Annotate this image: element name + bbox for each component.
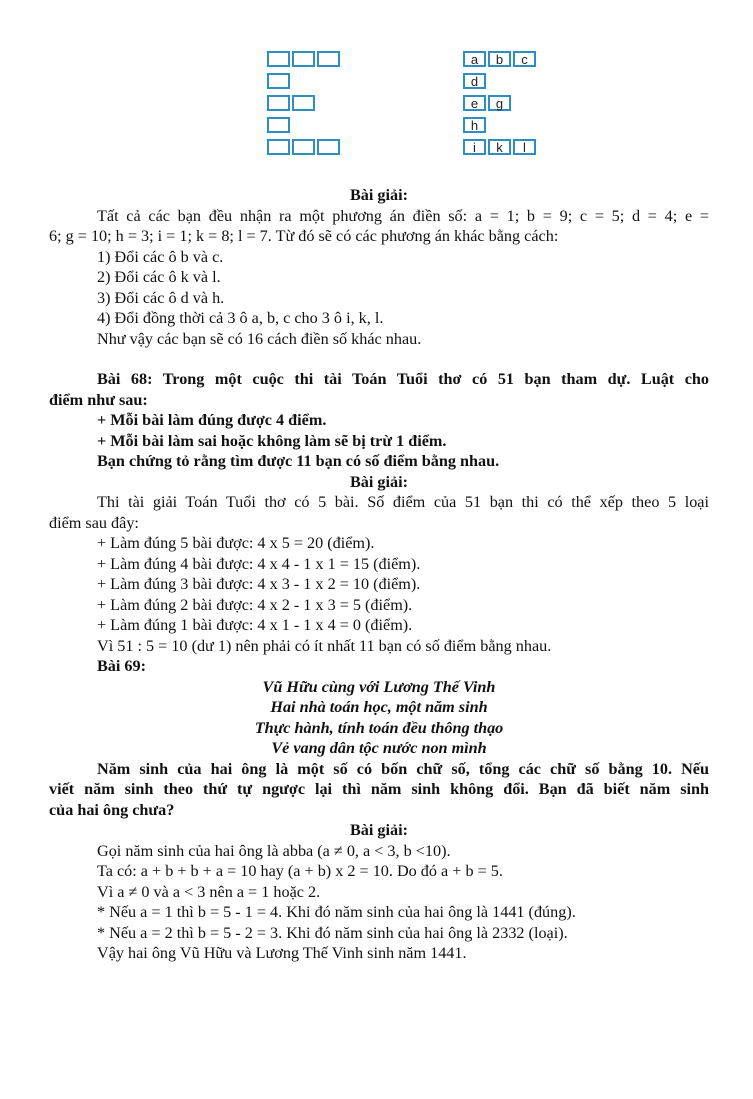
poem-line: Hai nhà toán học, một năm sinh <box>270 698 488 716</box>
problem-title-line: Bài 68: Trong một cuộc thi tài Toán Tuổi thơ có 51 bạn tham dự. Luật cho <box>97 370 709 388</box>
problem-title: Bài 69: <box>97 657 147 675</box>
solution-heading: Bài giải: <box>349 186 408 204</box>
list-item: 4) Đổi đồng thời cả 3 ô a, b, c cho 3 ô i, k, l. <box>97 309 384 327</box>
poem-line: Vũ Hữu cùng với Lương Thế Vinh <box>262 677 496 696</box>
grid-cell <box>267 95 290 111</box>
grid-cell <box>317 51 340 67</box>
cell-label: c <box>521 52 528 67</box>
step-line: Vậy hai ông Vũ Hữu và Lương Thế Vinh sinh năm 1441. <box>97 944 467 962</box>
step-line: * Nếu a = 2 thì b = 5 - 2 = 3. Khi đó năm sinh của hai ông là 2332 (loại). <box>97 923 568 942</box>
conclusion-line: Vì 51 : 5 = 10 (dư 1) nên phải có ít nhất 11 bạn có số điểm bằng nhau. <box>97 636 552 655</box>
grid-cell-e <box>463 95 486 111</box>
solution-heading: Bài giải: <box>349 472 408 491</box>
case-line: + Làm đúng 2 bài được: 4 x 2 - 1 x 3 = 5 (điểm). <box>97 595 413 614</box>
list-item: 1) Đổi các ô b và c. <box>97 247 224 266</box>
question-line: Năm sinh của hai ông là một số có bốn chữ số, tổng các chữ số bằng 10. Nếu <box>97 759 709 778</box>
cell-label: l <box>523 140 526 155</box>
question-line: viết năm sinh theo thứ tự ngược lại thì năm sinh không đổi. Bạn đã biết năm sinh <box>49 780 709 798</box>
grid-cell <box>267 73 290 89</box>
grid-cell <box>292 95 315 111</box>
grid-cell-a <box>463 51 486 67</box>
paragraph-line: Thi tài giải Toán Tuổi thơ có 5 bài. Số điểm của 51 bạn thi có thể xếp theo 5 loại <box>97 493 709 511</box>
grid-cell-b <box>488 51 511 67</box>
step-line: Vì a ≠ 0 và a < 3 nên a = 1 hoặc 2. <box>97 882 321 901</box>
poem-line: Thực hành, tính toán đều thông thạo <box>254 718 504 737</box>
grid-cell <box>267 139 290 155</box>
cell-label: g <box>495 96 504 111</box>
grid-cell-l <box>513 139 536 155</box>
cell-label: k <box>496 140 503 155</box>
cell-label: d <box>470 74 479 89</box>
poem-line: Vẻ vang dân tộc nước non mình <box>271 739 487 757</box>
step-line: Gọi năm sinh của hai ông là abba (a ≠ 0, a < 3, b <10). <box>97 841 451 860</box>
grid-cell <box>292 51 315 67</box>
problem-title-line: điểm như sau: <box>49 390 148 409</box>
case-line: + Làm đúng 1 bài được: 4 x 1 - 1 x 4 = 0 (điểm). <box>97 616 413 634</box>
question-line: của hai ông chưa? <box>49 800 175 819</box>
cell-label: i <box>473 140 476 155</box>
list-item: 3) Đổi các ô d và h. <box>97 288 225 307</box>
task-line: Bạn chứng tỏ rằng tìm được 11 bạn có số điểm bằng nhau. <box>97 452 500 470</box>
grid-cell-k <box>488 139 511 155</box>
cell-label: b <box>495 52 504 67</box>
step-line: Ta có: a + b + b + a = 10 hay (a + b) x 2 = 10. Do đó a + b = 5. <box>97 862 503 880</box>
rule-line: + Mỗi bài làm sai hoặc không làm sẽ bị trừ 1 điểm. <box>97 431 447 450</box>
grid-cell <box>317 139 340 155</box>
rule-line: + Mỗi bài làm đúng được 4 điểm. <box>97 411 327 429</box>
grid-cell-d <box>463 73 486 89</box>
grid-cell <box>267 51 290 67</box>
case-line: + Làm đúng 3 bài được: 4 x 3 - 1 x 2 = 10 (điểm). <box>97 575 421 593</box>
grid-cell-c <box>513 51 536 67</box>
grid-cell <box>267 117 290 133</box>
grid-cell <box>292 139 315 155</box>
document-body <box>49 185 709 964</box>
grid-cell-i <box>463 139 486 155</box>
cell-label: h <box>470 118 479 133</box>
step-line: * Nếu a = 1 thì b = 5 - 1 = 4. Khi đó năm sinh của hai ông là 1441 (đúng). <box>97 903 576 921</box>
cell-label: a <box>470 52 479 67</box>
grid-cell-g <box>488 95 511 111</box>
conclusion-line: Như vậy các bạn sẽ có 16 cách điền số khác nhau. <box>97 329 422 348</box>
paragraph-line: Tất cả các bạn đều nhận ra một phương án điền số: a = 1; b = 9; c = 5; d = 4; e = <box>97 206 709 225</box>
solution-heading: Bài giải: <box>349 821 408 839</box>
paragraph-line: 6; g = 10; h = 3; i = 1; k = 8; l = 7. Từ đó sẽ có các phương án khác bằng cách: <box>49 227 559 245</box>
list-item: 2) Đổi các ô k và l. <box>97 268 221 286</box>
cell-label: e <box>470 96 479 111</box>
case-line: + Làm đúng 5 bài được: 4 x 5 = 20 (điểm). <box>97 534 375 552</box>
paragraph-line: điểm sau đây: <box>49 513 139 532</box>
case-line: + Làm đúng 4 bài được: 4 x 4 - 1 x 1 = 15 (điểm). <box>97 554 421 573</box>
grid-cell-h <box>463 117 486 133</box>
